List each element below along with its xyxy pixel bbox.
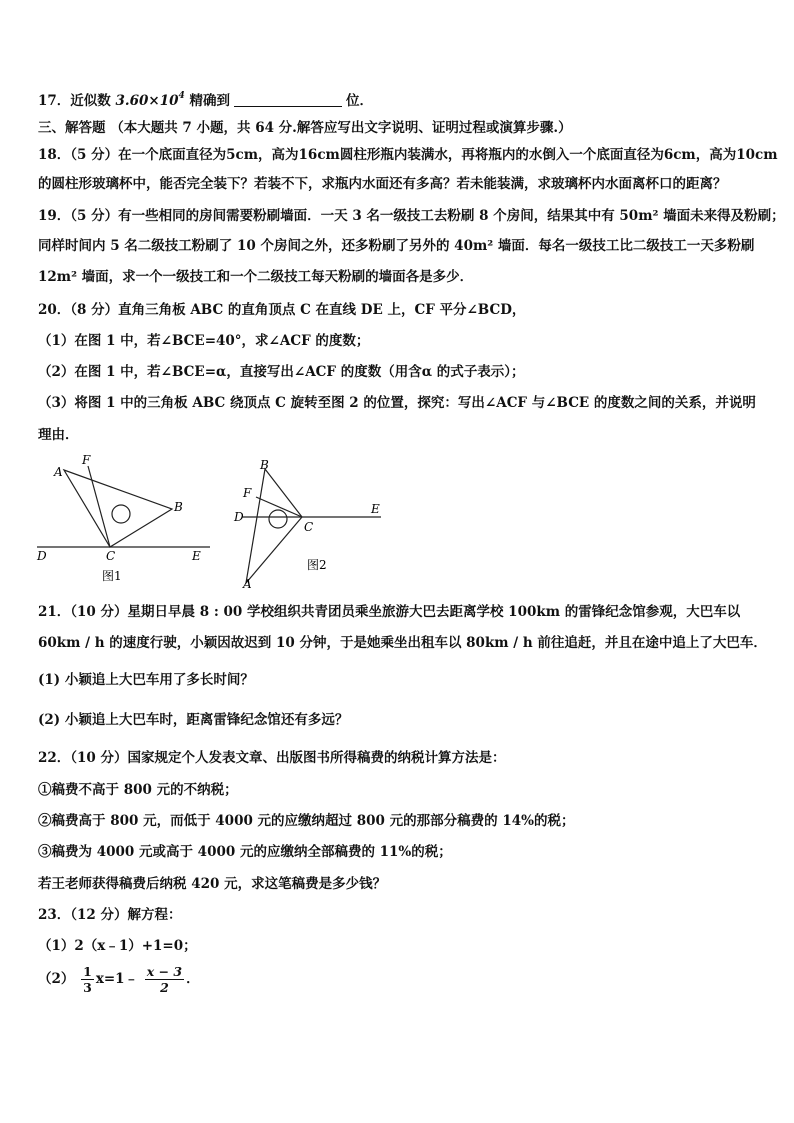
q19-line-2: 同样时间内 5 名二级技工粉刷了 10 个房间之外，还多粉刷了另外的 40m² 墙面．每名一级技工比二级技工一天多粉刷 [38,238,755,254]
q20-line-1: 20．（8 分）直角三角板 ABC 的直角顶点 C 在直线 DE 上，CF 平分∠BCD， [38,302,526,318]
q20-sub-1: （1）在图 1 中，若∠BCE=40°，求∠ACF 的度数； [38,333,370,349]
fig1-caption: 图1 [102,569,122,583]
q22-rule-2: ②稿费高于 800 元，而低于 4000 元的应缴纳超过 800 元的那部分稿费的 14%的税； [38,813,575,829]
q22-rule-3: ③稿费为 4000 元或高于 4000 元的应缴纳全部稿费的 11%的税； [38,844,452,860]
q23-eq2-frac1-numerator: 1 [83,964,92,979]
fig2-label-e: E [371,502,380,516]
fig2-triangle-abc [246,469,302,583]
fig2-label-f: F [243,486,252,500]
q21-sub-1: (1) 小颖追上大巴车用了多长时间？ [38,672,254,688]
q23-eq2-fraction-2 [145,964,184,995]
q18-line-1: 18．（5 分）在一个底面直径为5cm，高为16cm圆柱形瓶内装满水，再将瓶内的水倒入一个底面直径为6cm，高为10cm [38,147,778,163]
fig1-label-c: C [106,549,116,563]
fig1-circle-hole [112,505,130,523]
q17-line [38,86,760,111]
q17-mid: 精确到 [189,93,230,109]
q17-number-exp: 4 [178,91,185,101]
fig1-label-f: F [82,453,91,467]
fig2-ray-cf [256,497,302,517]
q21-line-1: 21．（10 分）星期日早晨 8 : 00 学校组织共青团员乘坐旅游大巴去距离学校 100km 的雷锋纪念馆参观，大巴车以 [38,604,741,620]
q22-rule-1: ①稿费不高于 800 元的不纳税； [38,782,238,798]
q20-sub-3b: 理由． [38,427,79,443]
q23-eq2-frac2-denominator: 2 [160,980,169,995]
q23-line-1: 23．（12 分）解方程： [38,907,182,923]
q17-suffix: 位． [345,93,373,109]
q22-question: 若王老师获得稿费后纳税 420 元，求这笔稿费是多少钱？ [38,876,387,892]
q23-equation-2 [38,962,760,996]
q23-eq2-end: ． [186,971,200,987]
fig1-label-b: B [174,500,183,514]
fig2-label-b: B [260,458,269,472]
q23-eq2-prefix: （2） [38,971,75,987]
fig2-circle-hole [269,510,287,528]
q20-sub-2: （2）在图 1 中，若∠BCE=α，直接写出∠ACF 的度数（用含α 的式子表示）； [38,364,525,380]
q21-sub-2: (2) 小颖追上大巴车时，距离雷锋纪念馆还有多远？ [38,712,349,728]
q22-line-1: 22．（10 分）国家规定个人发表文章、出版图书所得稿费的纳税计算方法是： [38,750,506,766]
q23-eq2-frac2-numerator: x − 3 [146,964,183,979]
q21-line-2: 60km / h 的速度行驶，小颖因故迟到 10 分钟，于是她乘坐出租车以 80km / h 前往追赶，并且在途中追上了大巴车． [38,635,767,651]
fig1-triangle-abc [64,470,172,547]
q17-number-base: 3.60×10 [115,93,179,109]
fig2-label-c: C [304,520,314,534]
fig2-label-a: A [243,577,252,590]
q23-eq2-middle: x=1﹣ [95,971,139,987]
q23-eq2-fraction-1 [81,964,94,995]
fig2-label-d: D [234,510,244,524]
q20-sub-3a: （3）将图 1 中的三角板 ABC 绕顶点 C 旋转至图 2 的位置，探究：写出∠ACF 与∠BCE 的度数之间的关系，并说明 [38,395,756,411]
figure-2 [228,455,393,590]
q18-line-2: 的圆柱形玻璃杯中，能否完全装下？若装不下，求瓶内水面还有多高？若未能装满，求玻璃杯内水面离杯口的距离？ [38,176,727,192]
q19-line-3: 12m² 墙面，求一个一级技工和一个二级技工每天粉刷的墙面各是多少． [38,269,474,285]
fig1-label-d: D [37,549,47,563]
fig2-caption: 图2 [307,558,327,572]
fig1-label-e: E [192,549,201,563]
figure-1 [32,452,222,587]
section-3-heading: 三、解答题 （本大题共 7 小题，共 64 分.解答应写出文字说明、证明过程或演算步骤.） [38,120,572,136]
q17-answer-blank [234,92,342,107]
q17-prefix: 17．近似数 [38,93,111,109]
fig1-ray-cf [88,466,110,547]
fig1-label-a: A [54,465,63,479]
q23-equation-1: （1）2（x﹣1）+1=0； [38,938,197,954]
q19-line-1: 19．（5 分）有一些相同的房间需要粉刷墙面．一天 3 名一级技工去粉刷 8 个房间，结果其中有 50m² 墙面未来得及粉刷； [38,208,785,224]
q17-number [116,93,185,109]
q23-eq2-frac1-denominator: 3 [83,980,92,995]
